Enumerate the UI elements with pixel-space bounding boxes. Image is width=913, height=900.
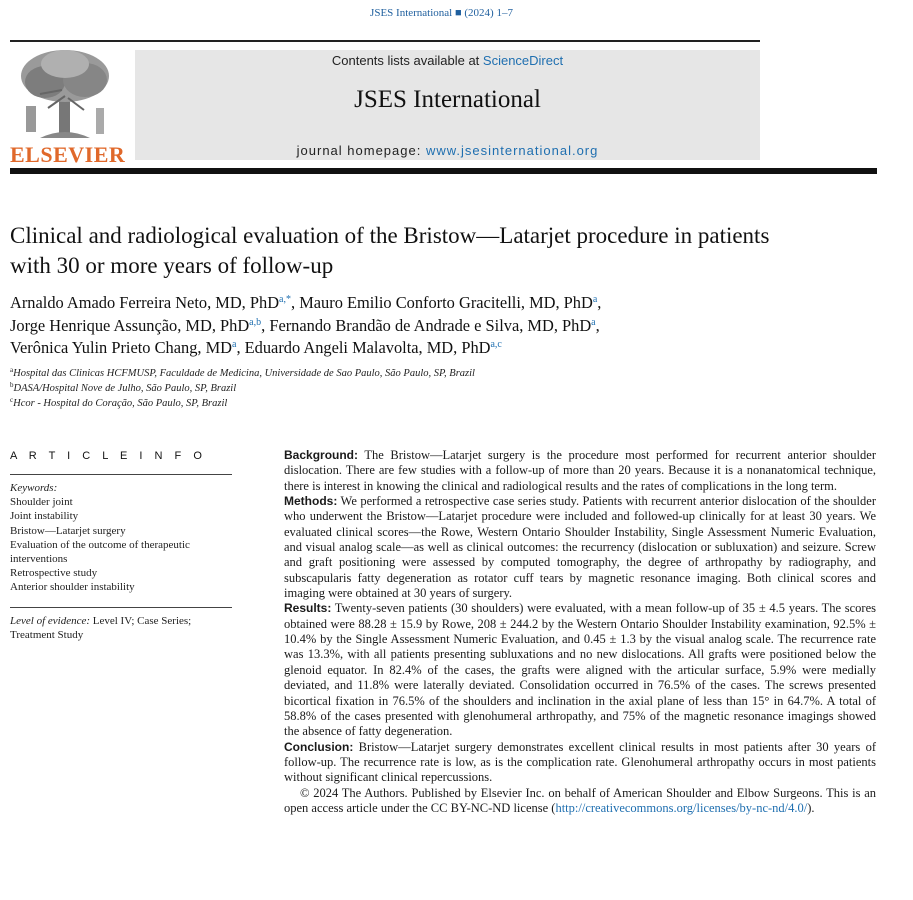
abstract [284,448,876,816]
author-name: Jorge Henrique Assunção, MD, PhD [10,315,250,335]
article-title: Clinical and radiological evaluation of the Bristow—Latarjet procedure in patients with 30 or more years of follow-up [10,223,770,278]
homepage-prefix: journal homepage: [296,143,426,158]
affiliation-item [10,381,710,396]
author-affiliation-mark[interactable]: a,* [279,294,291,305]
author-name: Fernando Brandão de Andrade e Silva, MD, PhD [269,315,592,335]
background-label: Background: [284,448,359,462]
keyword-item: Joint instability [10,510,79,523]
keywords-rule [10,607,232,608]
methods-text: We performed a retrospective case series study. Patients with recurrent anterior dislocation of the shoulder who underwent the Bristow—Latarjet procedure were included and followed-up clinically for at least 30 years. We evaluated clinical scores—the Rowe, Western Ontario Shoulder Instability, Single Assessment Numeric Evaluation, and visual analog scale—as well as clinical outcomes: the recurrency (dislocation or subluxation) and seizure. Screw and graft positioning were assessed by computed tomography, the degree of arthropathy by radiography, and subscapularis fatty degeneration as rotator cuff tears by magnetic resonance imaging. Both clinical scores and imaging were obtained at 30 years of surgery. [284,494,876,601]
conclusion-label: Conclusion: [284,739,354,754]
elsevier-tree-icon [10,46,120,142]
author-name: Verônica Yulin Prieto Chang, MD [10,338,232,357]
affiliation-item [10,396,710,411]
background-text: The Bristow—Latarjet surgery is the procedure most performed for recurrent anterior shoulder dislocation. There are few studies with a follow-up of more than 20 years. Because it is a nonanatomical technique, there is interest in knowing the clinical and radiological results and the rates of complications in the long term. [284,448,876,493]
results-label: Results: [284,601,332,616]
conclusion-text: Bristow—Latarjet surgery demonstrates excellent clinical results in most patients after 30 years of follow-up. The recurrence rate is low, as is the complication rate. Glenohumeral arthropathy occurs in most patients without significant clinical repercussions. [284,739,876,785]
author-affiliation-mark[interactable]: a [592,294,598,305]
contents-prefix: Contents lists available at [331,53,483,68]
affiliation-text: Hospital das Clinicas HCFMUSP, Faculdade de Medicina, Universidade de Sao Paulo, São Paulo, SP, Brazil [13,368,475,379]
methods-label: Methods: [284,494,338,509]
results-text: Twenty-seven patients (30 shoulders) were evaluated, with a mean follow-up of 35 ± 4.5 years. The scores obtained were 88.28 ± 15.9 by Rowe, 208 ± 244.2 by the Western Ontario Shoulder Instability examination, 92.5% ± 10.4% by the Single Assessment Numeric Evaluation, and 0.45 ± 1.3 by the visual analog scale. The recurrence rate was 13.3%, with all patients presenting subluxations and no new dislocations. All grafts were positioned below the glenoid equator. In 82.4% of the cases, the grafts were aligned with the articular surface, 5.9% were medially deviated, and 11.8% were laterally deviated. Consolidation occurred in 76.5% of the cases. The screws presented bicortical fixation in 76.5% of the shoulders and inclination in the axial plane of less than 15° in 64.7%. A total of 58.8% of the cases presented with glenohumeral arthropathy, and 75% of the magnetic resonance imagings showed the absence of fatty degeneration. [284,601,876,739]
homepage-link[interactable]: www.jsesinternational.org [425,143,599,158]
header-rule [10,40,760,42]
keyword-item: Retrospective study [10,567,98,580]
author-affiliation-mark[interactable]: a [591,316,596,328]
level-label: Level of evidence: [10,615,91,627]
sciencedirect-link[interactable]: ScienceDirect [482,53,564,68]
copyright-notice [284,786,876,817]
copyright-text: © 2024 The Authors. Published by Elsevier Inc. on behalf of American Shoulder and Elbow Surgeons. This is an open access article under the CC BY-NC-ND license ( [284,785,876,815]
journal-banner [135,50,760,160]
journal-title: JSES International [354,86,541,113]
abstract-results [284,601,876,739]
keywords-label: Keywords: [10,482,58,494]
affiliation-mark: b [10,381,14,389]
author-name: Arnaldo Amado Ferreira Neto, MD, PhD [10,293,280,312]
affiliation-text: DASA/Hospital Nove de Julho, São Paulo, SP, Brazil [13,383,237,394]
license-link[interactable]: http://creativecommons.org/licenses/by-nc-nd/4.0/ [555,800,808,815]
keyword-item: Evaluation of the outcome of therapeutic interventions [10,538,190,566]
journal-homepage [135,143,760,158]
author-name: Mauro Emilio Conforto Gracitelli, MD, PhD [299,293,593,312]
level-text: Level IV; Case Series; Treatment Study [10,615,192,642]
copyright-end: ). [807,800,815,815]
header-thick-rule [10,168,877,174]
abstract-methods [284,494,876,601]
keyword-item: Bristow—Latarjet surgery [10,524,126,537]
contents-availability [135,53,760,68]
elsevier-logo [10,46,130,167]
affiliation-item [10,366,710,381]
abstract-background [284,448,876,494]
abstract-conclusion [284,740,876,786]
running-head: JSES International ■ (2024) 1–7 [370,7,513,19]
author-affiliation-mark[interactable]: a [232,339,237,350]
keyword-item: Shoulder joint [10,496,73,509]
affiliation-mark: c [10,396,14,404]
author-name: Eduardo Angeli Malavolta, MD, PhD [244,338,491,357]
affiliation-list [10,366,710,411]
author-affiliation-mark[interactable]: a,c [490,339,502,350]
affiliation-text: Hcor - Hospital do Coração, São Paulo, SP, Brazil [13,398,228,409]
keyword-item: Anterior shoulder instability [10,581,135,594]
article-info-rule [10,474,232,475]
keywords-block [10,481,232,595]
author-list: Arnaldo Amado Ferreira Neto, MD, PhD$^{a,*}$, Mauro Emilio Conforto Gracitelli, MD, PhD$^a$, Jorge Henrique Assunção, MD, PhD$^{a,b}$, Fernando Brandão de Andrade e Silva, MD, PhD$^a$, Verônica Yulin Prieto Chang, $MD^a$, Eduardo Angeli Malavolta, MD, PhD$^{a,c}$ [10,293,602,357]
affiliation-mark: a [10,366,14,374]
author-affiliation-mark[interactable]: a,b [249,316,262,328]
article-info-heading: A R T I C L E I N F O [10,450,207,462]
level-of-evidence [10,614,232,642]
elsevier-wordmark: ELSEVIER [10,142,126,167]
